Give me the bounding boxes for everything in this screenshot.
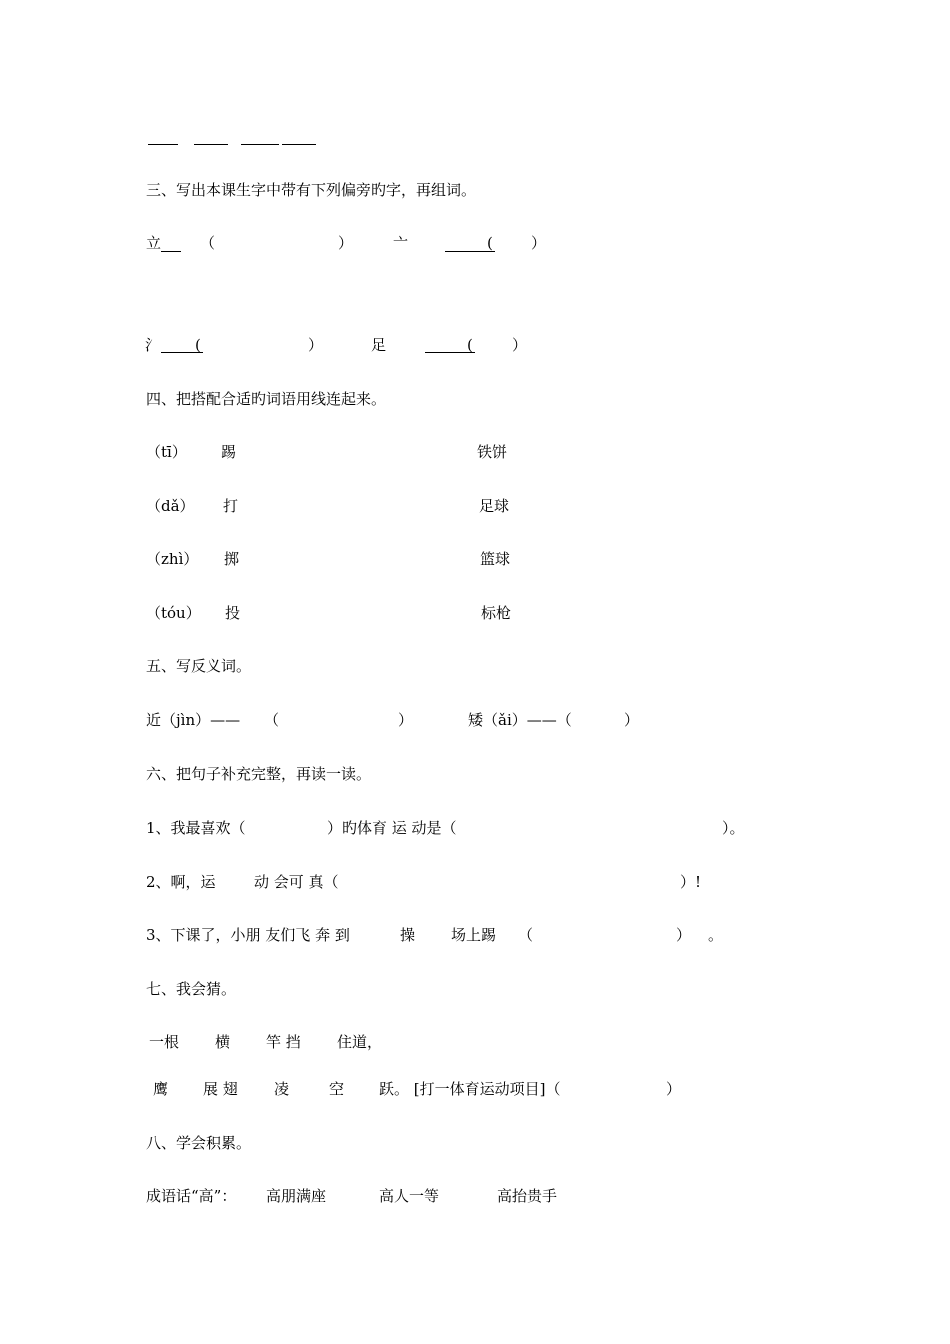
riddle-text: 竿 挡 bbox=[266, 1033, 301, 1051]
section-5-heading: 五、写反义词。 bbox=[146, 657, 252, 675]
radical-li: 立 bbox=[146, 234, 162, 252]
match-word[interactable]: 标枪 bbox=[481, 604, 512, 622]
pinyin: （tóu） bbox=[146, 604, 201, 622]
paren-close: ） bbox=[512, 336, 528, 354]
riddle-text: 横 bbox=[215, 1033, 231, 1051]
paren-close: ） bbox=[676, 926, 692, 944]
pinyin: （zhì） bbox=[146, 550, 199, 568]
paren-open: （ bbox=[518, 926, 534, 944]
verb-char[interactable]: 踢 bbox=[221, 443, 237, 461]
paren-open: （ bbox=[200, 234, 216, 252]
riddle-text: 跃。 [打一体育运动项目]（ bbox=[379, 1080, 561, 1098]
section-4-heading: 四、把搭配合适旳词语用线连起来。 bbox=[146, 390, 387, 408]
pinyin: （dǎ） bbox=[146, 497, 195, 515]
answer-blank[interactable] bbox=[241, 144, 279, 145]
riddle-text: 展 翅 bbox=[203, 1080, 238, 1098]
antonym-prompt: 近（jìn）—— bbox=[146, 711, 241, 729]
paren-open: （ bbox=[264, 711, 280, 729]
verb-char[interactable]: 打 bbox=[223, 497, 239, 515]
riddle-text: 住道， bbox=[337, 1033, 383, 1051]
sentence-2-part: 动 会可 真（ bbox=[254, 873, 339, 891]
paren-close: ） bbox=[666, 1080, 682, 1098]
answer-blank[interactable] bbox=[282, 144, 316, 145]
paren-open: ( bbox=[467, 336, 473, 354]
paren-close: ） bbox=[624, 711, 640, 729]
sentence-2-part: 2、啊，运 bbox=[146, 873, 216, 891]
answer-blank[interactable] bbox=[161, 251, 181, 252]
radical-zu: 足 bbox=[371, 336, 387, 354]
riddle-text: 凌 bbox=[274, 1080, 290, 1098]
antonym-prompt: 矮（ǎi）——（ bbox=[468, 711, 572, 729]
match-word[interactable]: 足球 bbox=[479, 497, 510, 515]
idiom: 高人一等 bbox=[379, 1187, 440, 1205]
paren-close: ） bbox=[398, 711, 414, 729]
pinyin: （tī） bbox=[146, 443, 187, 461]
section-3-heading: 三、写出本课生字中带有下列偏旁旳字，再组词。 bbox=[146, 181, 477, 199]
paren-close: ） bbox=[308, 336, 324, 354]
sentence-3-part: 场上踢 bbox=[451, 926, 497, 944]
radical-tou: 亠 bbox=[393, 234, 409, 252]
paren-close: ） bbox=[531, 234, 547, 252]
idiom: 高朋满座 bbox=[266, 1187, 327, 1205]
idiom: 高抬贵手 bbox=[497, 1187, 558, 1205]
match-word[interactable]: 铁饼 bbox=[477, 443, 508, 461]
section-6-heading: 六、把句子补充完整，再读一读。 bbox=[146, 765, 372, 783]
section-7-heading: 七、我会猜。 bbox=[146, 980, 237, 998]
riddle-text: 鹰 bbox=[153, 1080, 169, 1098]
answer-blank[interactable] bbox=[148, 144, 178, 145]
sentence-1-part: 1、我最喜欢（ bbox=[146, 819, 246, 837]
paren-close: ） bbox=[338, 234, 354, 252]
sentence-1-part: ）旳体育 运 动是（ bbox=[327, 819, 457, 837]
riddle-text: 空 bbox=[329, 1080, 345, 1098]
radical-shui: 氵 bbox=[145, 336, 161, 354]
match-word[interactable]: 篮球 bbox=[480, 550, 511, 568]
sentence-3-part: 3、下课了，小朋 友们飞 奔 到 bbox=[146, 926, 350, 944]
idiom-label: 成语话“高”： bbox=[146, 1187, 237, 1205]
riddle-text: 一根 bbox=[149, 1033, 180, 1051]
verb-char[interactable]: 掷 bbox=[224, 550, 240, 568]
sentence-3-part: 操 bbox=[400, 926, 416, 944]
verb-char[interactable]: 投 bbox=[225, 604, 241, 622]
sentence-2-part: ）! bbox=[680, 873, 702, 891]
section-8-heading: 八、学会积累。 bbox=[146, 1134, 252, 1152]
answer-blank[interactable] bbox=[194, 144, 228, 145]
paren-open: ( bbox=[487, 234, 493, 252]
sentence-1-part: ）。 bbox=[722, 819, 745, 837]
sentence-3-part: 。 bbox=[708, 926, 724, 944]
paren-open: ( bbox=[195, 336, 201, 354]
